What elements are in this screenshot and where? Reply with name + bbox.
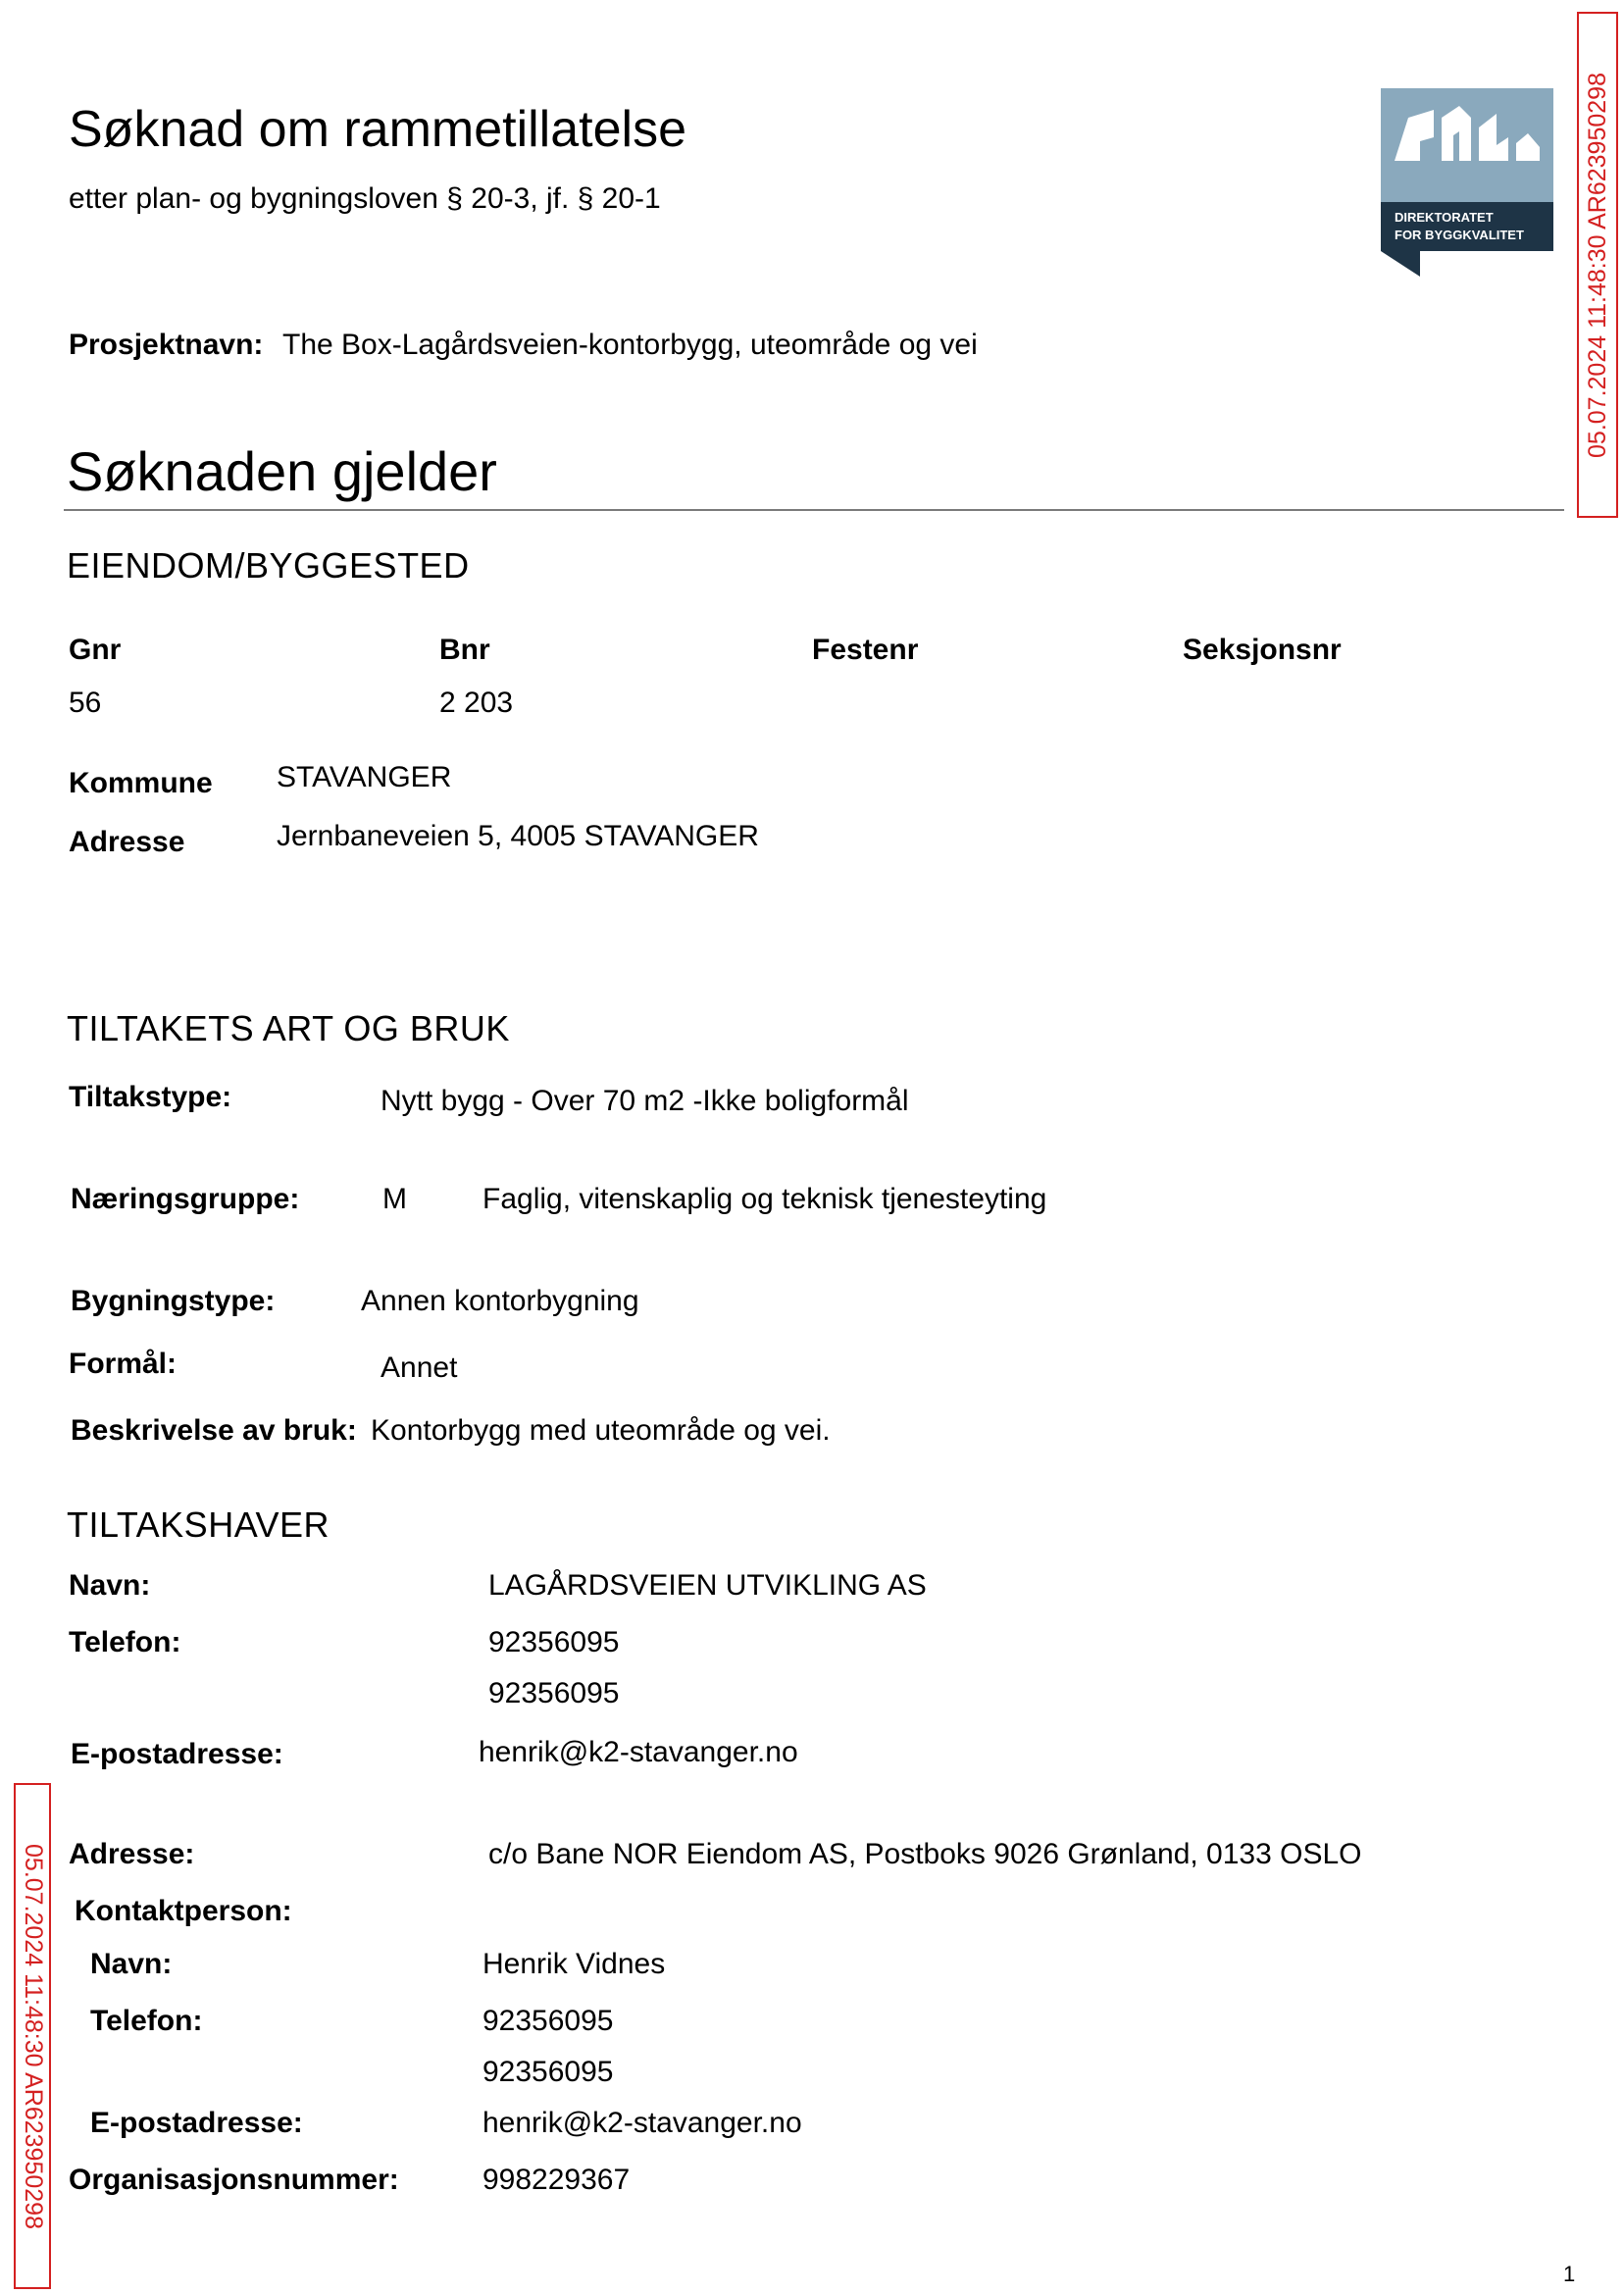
contact-person-label: Kontaktperson: <box>75 1895 292 1927</box>
applicant-name-label: Navn: <box>69 1569 151 1602</box>
industry-group-label: Næringsgruppe: <box>71 1183 300 1215</box>
usage-description-value: Kontorbygg med uteområde og vei. <box>371 1414 831 1447</box>
applicant-name-value: LAGÅRDSVEIEN UTVIKLING AS <box>488 1569 927 1602</box>
heading-rule <box>64 509 1564 511</box>
property-address-label: Adresse <box>69 826 185 858</box>
applicant-address-value: c/o Bane NOR Eiendom AS, Postboks 9026 Grønland, 0133 OSLO <box>488 1838 1362 1870</box>
purpose-label: Formål: <box>69 1348 178 1380</box>
applicant-address-label: Adresse: <box>69 1838 195 1870</box>
contact-phone-label: Telefon: <box>90 2005 203 2037</box>
section-heading-applicant: TILTAKSHAVER <box>67 1504 330 1545</box>
contact-phone-value-2: 92356095 <box>482 2056 614 2088</box>
industry-group-code: M <box>382 1183 407 1215</box>
logo-text-line2: FOR BYGGKVALITET <box>1395 228 1524 242</box>
dibk-logo <box>1381 88 1553 277</box>
industry-group-value: Faglig, vitenskaplig og teknisk tjenesteyting <box>482 1183 1047 1215</box>
gnr-value: 56 <box>69 687 102 719</box>
contact-name-label: Navn: <box>90 1948 173 1980</box>
col-header-festenr: Festenr <box>812 634 919 666</box>
col-header-gnr: Gnr <box>69 634 122 666</box>
municipality-value: STAVANGER <box>277 761 452 793</box>
archive-stamp-text: 05.07.2024 11:48:30 AR623950298 <box>19 1843 47 2229</box>
project-name-value: The Box-Lagårdsveien-kontorbygg, uteområde og vei <box>282 329 978 361</box>
archive-stamp-side <box>14 1783 51 2289</box>
col-header-seksjonsnr: Seksjonsnr <box>1183 634 1342 666</box>
measure-type-value: Nytt bygg - Over 70 m2 -Ikke boligformål <box>381 1085 909 1117</box>
contact-phone-value: 92356095 <box>482 2005 614 2037</box>
section-heading-property: EIENDOM/BYGGESTED <box>67 545 470 586</box>
archive-stamp-top <box>1577 12 1618 518</box>
measure-type-label: Tiltakstype: <box>69 1081 232 1113</box>
section-heading-main: Søknaden gjelder <box>67 440 497 502</box>
bnr-value: 2 203 <box>439 687 514 719</box>
org-number-value: 998229367 <box>482 2164 631 2196</box>
applicant-phone-label: Telefon: <box>69 1626 181 1658</box>
col-header-bnr: Bnr <box>439 634 490 666</box>
applicant-phone-value-2: 92356095 <box>488 1677 620 1709</box>
archive-stamp-text: 05.07.2024 11:48:30 AR623950298 <box>1583 72 1611 458</box>
org-number-label: Organisasjonsnummer: <box>69 2164 399 2196</box>
contact-name-value: Henrik Vidnes <box>482 1948 666 1980</box>
property-address-value: Jernbaneveien 5, 4005 STAVANGER <box>277 820 759 852</box>
municipality-label: Kommune <box>69 767 213 799</box>
usage-description-label: Beskrivelse av bruk: <box>71 1414 357 1447</box>
applicant-phone-value: 92356095 <box>488 1626 620 1658</box>
building-type-value: Annen kontorbygning <box>361 1285 639 1317</box>
logo-text-line1: DIREKTORATET <box>1395 210 1494 225</box>
page-number: 1 <box>1563 2262 1576 2286</box>
document-title: Søknad om rammetillatelse <box>69 101 686 158</box>
project-name-label: Prosjektnavn: <box>69 329 264 361</box>
applicant-email-label: E-postadresse: <box>71 1738 283 1770</box>
document-subtitle: etter plan- og bygningsloven § 20-3, jf. § 20-1 <box>69 182 661 215</box>
contact-email-label: E-postadresse: <box>90 2107 303 2139</box>
applicant-email-value[interactable]: henrik@k2-stavanger.no <box>479 1736 798 1768</box>
section-heading-measure: TILTAKETS ART OG BRUK <box>67 1008 510 1048</box>
contact-email-value[interactable]: henrik@k2-stavanger.no <box>482 2107 802 2139</box>
purpose-value: Annet <box>381 1351 458 1384</box>
building-type-label: Bygningstype: <box>71 1285 276 1317</box>
